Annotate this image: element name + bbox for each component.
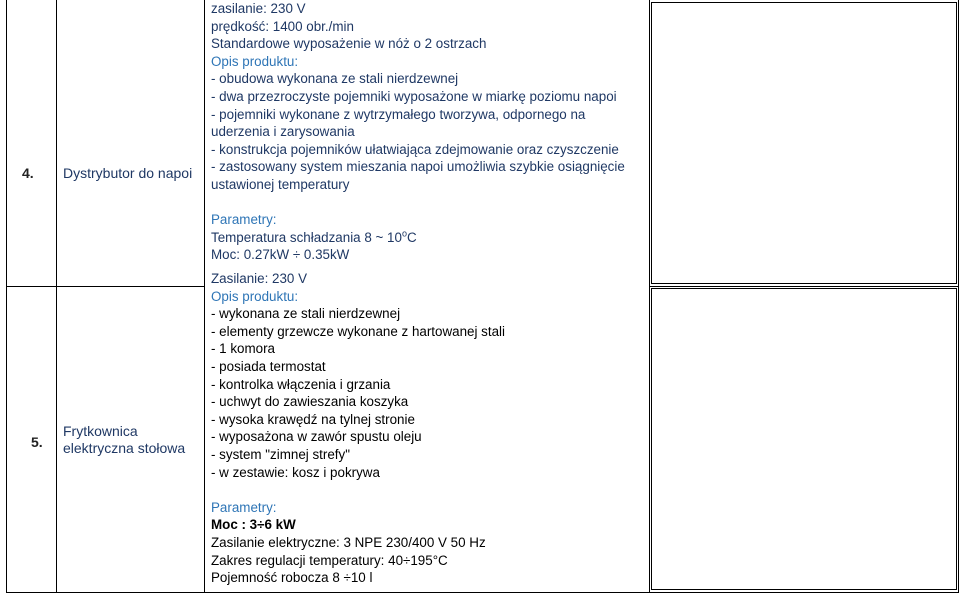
table-border-col2 [204, 0, 205, 593]
desc-line: - wysoka krawędź na tylnej stronie [211, 411, 415, 427]
desc-line: - uchwyt do zawieszania koszyka [211, 394, 409, 410]
temp-sup: o [401, 228, 407, 239]
section-heading: Opis produktu: [211, 53, 299, 69]
product-name [63, 423, 203, 457]
product-name-line: Dystrybutor do napoi [63, 165, 193, 181]
desc-line: - zastosowany system mieszania napoi umożliwia szybkie osiągnięcie [211, 159, 625, 175]
desc-line: - elementy grzewcze wykonane z hartowanej stali [211, 323, 505, 339]
row-separator-right [649, 286, 959, 287]
row-number: 4. [22, 165, 34, 181]
section-heading: Parametry: [211, 212, 277, 228]
desc-line: prędkość: 1400 obr./min [211, 18, 354, 34]
product-name-line: elektryczna stołowa [63, 440, 186, 456]
desc-line: - kontrolka włączenia i grzania [211, 376, 391, 392]
section-heading: Opis produktu: [211, 288, 299, 304]
desc-line: - system "zimnej strefy" [211, 446, 350, 462]
table-border-col3 [649, 0, 650, 593]
desc-line: - wyposażona w zawór spustu oleju [211, 429, 422, 445]
table-border-left [6, 0, 7, 593]
desc-line: - konstrukcja pojemników ułatwiająca zdejmowanie oraz czyszczenie [211, 141, 619, 157]
desc-line: - pojemniki wykonane z wytrzymałego tworzywa, odpornego na [211, 106, 586, 122]
desc-line: - obudowa wykonana ze stali nierdzewnej [211, 71, 459, 87]
table-border-col1 [56, 0, 57, 593]
desc-line: uderzenia i zarysowania [211, 124, 355, 140]
product-description [211, 270, 505, 587]
desc-line: Zasilanie elektryczne: 3 NPE 230/400 V 50 Hz [211, 534, 486, 550]
desc-line: Pojemność robocza 8 ÷10 l [211, 570, 373, 586]
temp-text: Temperatura schładzania 8 ~ 10 [211, 229, 402, 245]
desc-line: Moc : 3÷6 kW [211, 517, 296, 533]
desc-line: Zakres regulacji temperatury: 40÷195°C [211, 552, 448, 568]
row-number: 5. [31, 434, 43, 450]
empty-cell-row5 [651, 288, 957, 590]
desc-blank [211, 194, 625, 212]
empty-cell-row4-b [653, 4, 955, 282]
row-separator [6, 286, 204, 287]
desc-line: Standardowe wyposażenie w nóż o 2 ostrzach [211, 36, 487, 52]
desc-line: ustawionej temperatury [211, 176, 350, 192]
desc-line: - w zestawie: kosz i pokrywa [211, 464, 380, 480]
temp-unit: C [406, 229, 417, 245]
section-heading: Parametry: [211, 499, 277, 515]
desc-line: zasilanie: 230 V [211, 1, 306, 16]
desc-blank [211, 481, 505, 499]
desc-line: - posiada termostat [211, 358, 326, 374]
desc-line [211, 229, 625, 247]
desc-line: - 1 komora [211, 341, 275, 357]
desc-line: Zasilanie: 230 V [211, 271, 308, 286]
product-description [211, 0, 625, 264]
product-name [63, 165, 203, 182]
desc-line: - wykonana ze stali nierdzewnej [211, 306, 401, 322]
product-name-line: Frytkownica [63, 423, 138, 439]
desc-line: - dwa przezroczyste pojemniki wyposażone w miarkę poziomu napoi [211, 88, 617, 104]
desc-line: Moc: 0.27kW ÷ 0.35kW [211, 247, 350, 263]
